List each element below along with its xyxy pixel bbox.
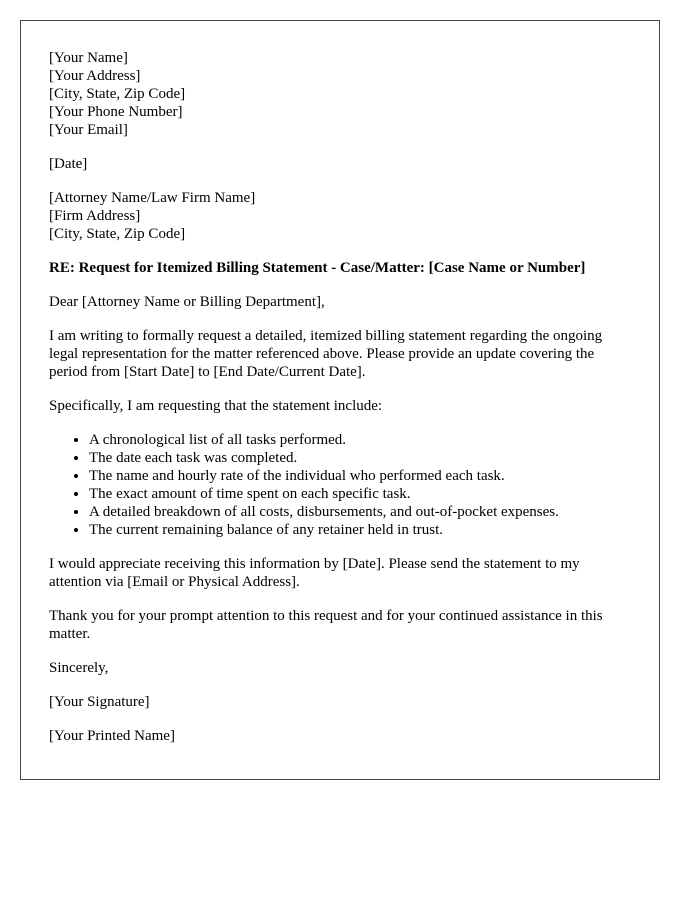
subject-line: RE: Request for Itemized Billing Statement - Case/Matter: [Case Name or Number] (49, 260, 586, 276)
printed-name: [Your Printed Name] (49, 728, 175, 744)
sender-email: [Your Email] (49, 122, 128, 138)
deadline-paragraph: I would appreciate receiving this information by [Date]. Please send the statement to my attention via [Email or Physical Address]. (49, 556, 580, 590)
intro-paragraph: I am writing to formally request a detailed, itemized billing statement regarding the ongoing legal representation for the matter referenced above. Please provide an update covering the period from [Start Date] to [End Date/Current Date]. (49, 328, 603, 380)
closing: Sincerely, (49, 660, 109, 676)
list-item: • The name and hourly rate of the individual who performed each task. (89, 467, 631, 485)
signature: [Your Signature] (49, 694, 150, 710)
recipient-address: [Firm Address] (49, 208, 141, 224)
sender-block (49, 49, 631, 139)
list-item: • The date each task was completed. (89, 449, 631, 467)
salutation: Dear [Attorney Name or Billing Department], (49, 294, 325, 310)
sender-address: [Your Address] (49, 68, 141, 84)
list-item: • A detailed breakdown of all costs, disbursements, and out-of-pocket expenses. (89, 503, 631, 521)
sender-phone: [Your Phone Number] (49, 104, 183, 120)
letter-date: [Date] (49, 156, 88, 172)
recipient-name: [Attorney Name/Law Firm Name] (49, 190, 256, 206)
letter-page (20, 20, 660, 780)
list-intro: Specifically, I am requesting that the statement include: (49, 398, 383, 414)
sender-name: [Your Name] (49, 50, 128, 66)
list-item: • The current remaining balance of any retainer held in trust. (89, 521, 631, 539)
recipient-block (49, 189, 631, 243)
list-item: • A chronological list of all tasks performed. (89, 431, 631, 449)
recipient-city: [City, State, Zip Code] (49, 226, 186, 242)
thanks-paragraph: Thank you for your prompt attention to this request and for your continued assistance in this matter. (49, 608, 603, 642)
list-item: • The exact amount of time spent on each specific task. (89, 485, 631, 503)
request-list (49, 431, 631, 539)
sender-city: [City, State, Zip Code] (49, 86, 186, 102)
